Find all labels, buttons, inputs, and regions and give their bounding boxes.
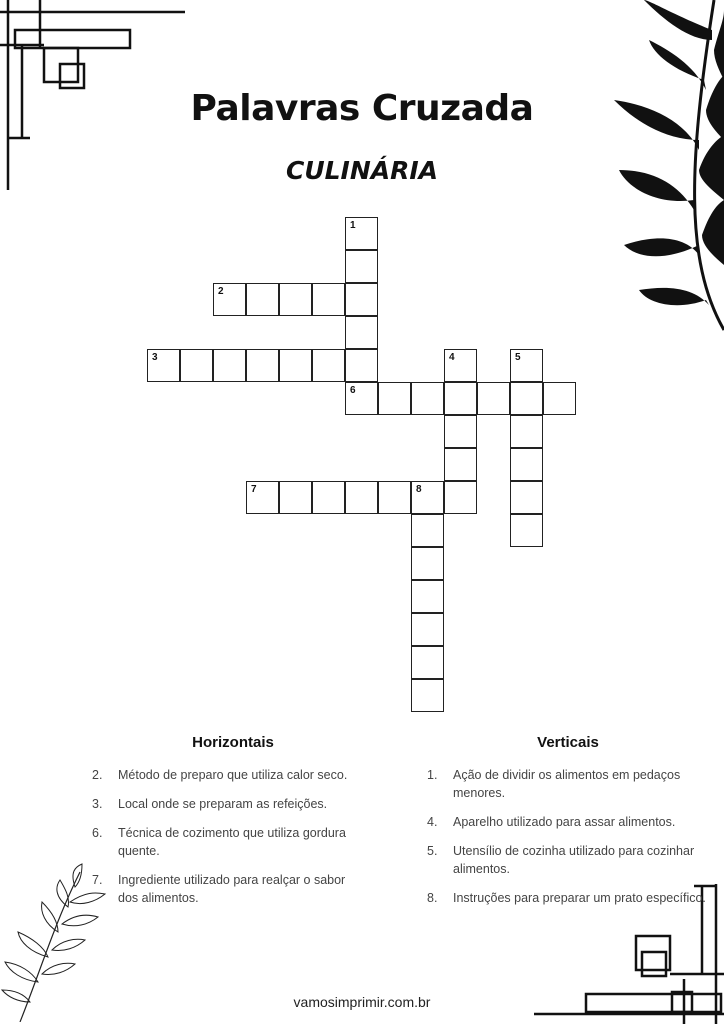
grid-cell[interactable] <box>345 382 378 415</box>
clue-number: 8 <box>416 484 422 495</box>
page-subtitle: CULINÁRIA <box>285 156 439 185</box>
grid-cell[interactable] <box>345 217 378 250</box>
down-heading: Verticais <box>537 734 599 751</box>
grid-cell[interactable] <box>411 613 444 646</box>
across-heading: Horizontais <box>192 734 274 751</box>
grid-cell[interactable] <box>345 481 378 514</box>
clue-number: 7 <box>251 484 257 495</box>
grid-cell[interactable] <box>444 382 477 415</box>
grid-cell[interactable] <box>510 349 543 382</box>
grid-cell[interactable] <box>543 382 576 415</box>
grid-cell[interactable] <box>411 481 444 514</box>
down-clue: 1. Ação de dividir os alimentos em pedaços menores. <box>427 768 681 800</box>
clue-number: 1 <box>350 220 356 231</box>
clue-number: 5 <box>515 352 521 363</box>
grid-cell[interactable] <box>444 481 477 514</box>
grid-cell[interactable] <box>345 250 378 283</box>
grid-cell[interactable] <box>345 316 378 349</box>
clue-number: 3 <box>152 352 158 363</box>
across-clue: 7. Ingrediente utilizado para realçar o sabor dos alimentos. <box>92 873 346 905</box>
grid-cell[interactable] <box>444 448 477 481</box>
clue-number: 4 <box>449 352 455 363</box>
across-clue: 3. Local onde se preparam as refeições. <box>92 797 328 811</box>
grid-cell[interactable] <box>279 349 312 382</box>
grid-cell[interactable] <box>312 349 345 382</box>
down-clue: 8. Instruções para preparar um prato específico. <box>427 891 706 905</box>
down-clue: 4. Aparelho utilizado para assar alimentos. <box>427 815 676 829</box>
across-clue: 2. Método de preparo que utiliza calor seco. <box>92 768 348 782</box>
grid-cell[interactable] <box>444 349 477 382</box>
grid-cell[interactable] <box>246 283 279 316</box>
grid-cell[interactable] <box>510 514 543 547</box>
across-clue: 6. Técnica de cozimento que utiliza gordura quente. <box>92 826 346 858</box>
grid-cell[interactable] <box>312 283 345 316</box>
grid-cell[interactable] <box>246 481 279 514</box>
grid-cell[interactable] <box>510 382 543 415</box>
grid-cell[interactable] <box>411 646 444 679</box>
grid-cell[interactable] <box>279 283 312 316</box>
grid-cell[interactable] <box>411 547 444 580</box>
grid-cell[interactable] <box>213 283 246 316</box>
grid-cell[interactable] <box>378 481 411 514</box>
grid-cell[interactable] <box>411 382 444 415</box>
footer-website: vamosimprimir.com.br <box>293 994 431 1010</box>
grid-cell[interactable] <box>444 415 477 448</box>
grid-cell[interactable] <box>477 382 510 415</box>
grid-cell[interactable] <box>510 415 543 448</box>
grid-cell[interactable] <box>510 481 543 514</box>
grid-cell[interactable] <box>213 349 246 382</box>
clue-number: 6 <box>350 385 356 396</box>
grid-cell[interactable] <box>411 514 444 547</box>
grid-cell[interactable] <box>510 448 543 481</box>
grid-cell[interactable] <box>411 679 444 712</box>
grid-cell[interactable] <box>312 481 345 514</box>
down-clue: 5. Utensílio de cozinha utilizado para cozinhar alimentos. <box>427 844 695 876</box>
grid-cell[interactable] <box>378 382 411 415</box>
grid-cell[interactable] <box>246 349 279 382</box>
grid-cell[interactable] <box>345 349 378 382</box>
grid-cell[interactable] <box>180 349 213 382</box>
clue-number: 2 <box>218 286 224 297</box>
page-title: Palavras Cruzada <box>190 88 534 129</box>
grid-cell[interactable] <box>279 481 312 514</box>
grid-cell[interactable] <box>411 580 444 613</box>
grid-cell[interactable] <box>345 283 378 316</box>
down-clue-list <box>427 766 712 918</box>
grid-cell[interactable] <box>147 349 180 382</box>
across-clue-list <box>92 766 367 918</box>
